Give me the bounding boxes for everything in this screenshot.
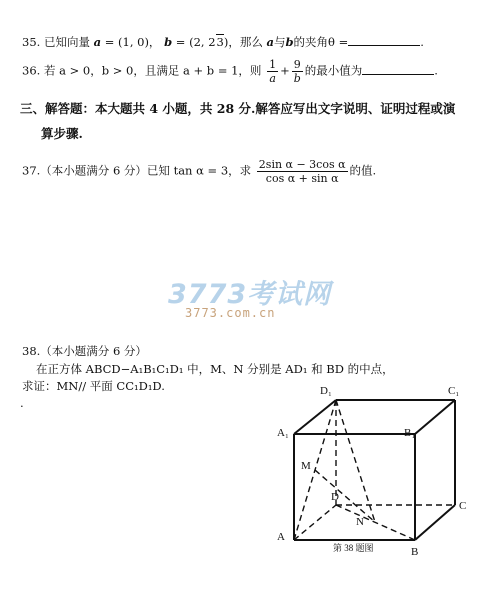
question-38-prove: 求证：MN// 平面 CC₁D₁D.: [22, 379, 165, 393]
label-A: A: [277, 531, 285, 543]
question-37: 37.（本小题满分 6 分）已知 tan α = 3，求 $\frac{\text{2sin α − 3cos α}}{\text{cos α + sin α}}$ 的值.: [22, 158, 377, 185]
edge-A1D1: [294, 400, 336, 434]
fraction-9-over-b: $\frac{9}{b}$: [293, 58, 301, 85]
watermark-logo: 3773考试网: [168, 279, 332, 310]
fraction-1-over-a: $\frac{1}{a}$: [269, 58, 277, 85]
fraction-trig: $\frac{\text{2sin α − 3cos α}}{\text{cos α + sin α}}$: [258, 158, 346, 185]
label-D: D: [331, 491, 339, 503]
label-A1: A₁: [277, 427, 289, 439]
segment-DB: [336, 505, 415, 540]
question-38-body: 在正方体 ABCD−A₁B₁C₁D₁ 中，M、N 分别是 AD₁ 和 BD 的中点，: [36, 362, 394, 376]
watermark-url: 3773.com.cn: [185, 306, 276, 320]
question-35: 35. 已知向量 a = (1, 0)， b = (2, 23)，那么 a与b的夹角θ = .: [22, 35, 424, 49]
figure-caption: 第 38 题图: [333, 543, 374, 553]
section-3-heading: 三、解答题：本大题共 4 小题，共 28 分.解答应写出文字说明、证明过程或演: [20, 101, 456, 116]
label-B1: B₁: [404, 427, 416, 439]
segment-D1N: [336, 400, 375, 522]
question-36: 36. 若 a > 0，b > 0，且满足 a + b = 1，则 $\frac{1}{a}$ + $\frac{9}{b}$ 的最小值为 .: [22, 58, 438, 85]
label-D1: D₁: [320, 385, 332, 397]
section-3-heading-cont: 算步骤.: [41, 126, 83, 141]
edge-BC: [415, 505, 455, 540]
question-38-heading: 38.（本小题满分 6 分）: [22, 344, 147, 358]
label-C: C: [459, 500, 467, 512]
label-M: M: [301, 460, 311, 472]
edge-B1C1: [415, 400, 455, 434]
stray-dot: .: [20, 396, 24, 410]
label-B: B: [411, 546, 419, 558]
edge-AD-hidden: [294, 505, 336, 540]
label-N: N: [356, 516, 364, 528]
label-C1: C₁: [448, 385, 460, 397]
